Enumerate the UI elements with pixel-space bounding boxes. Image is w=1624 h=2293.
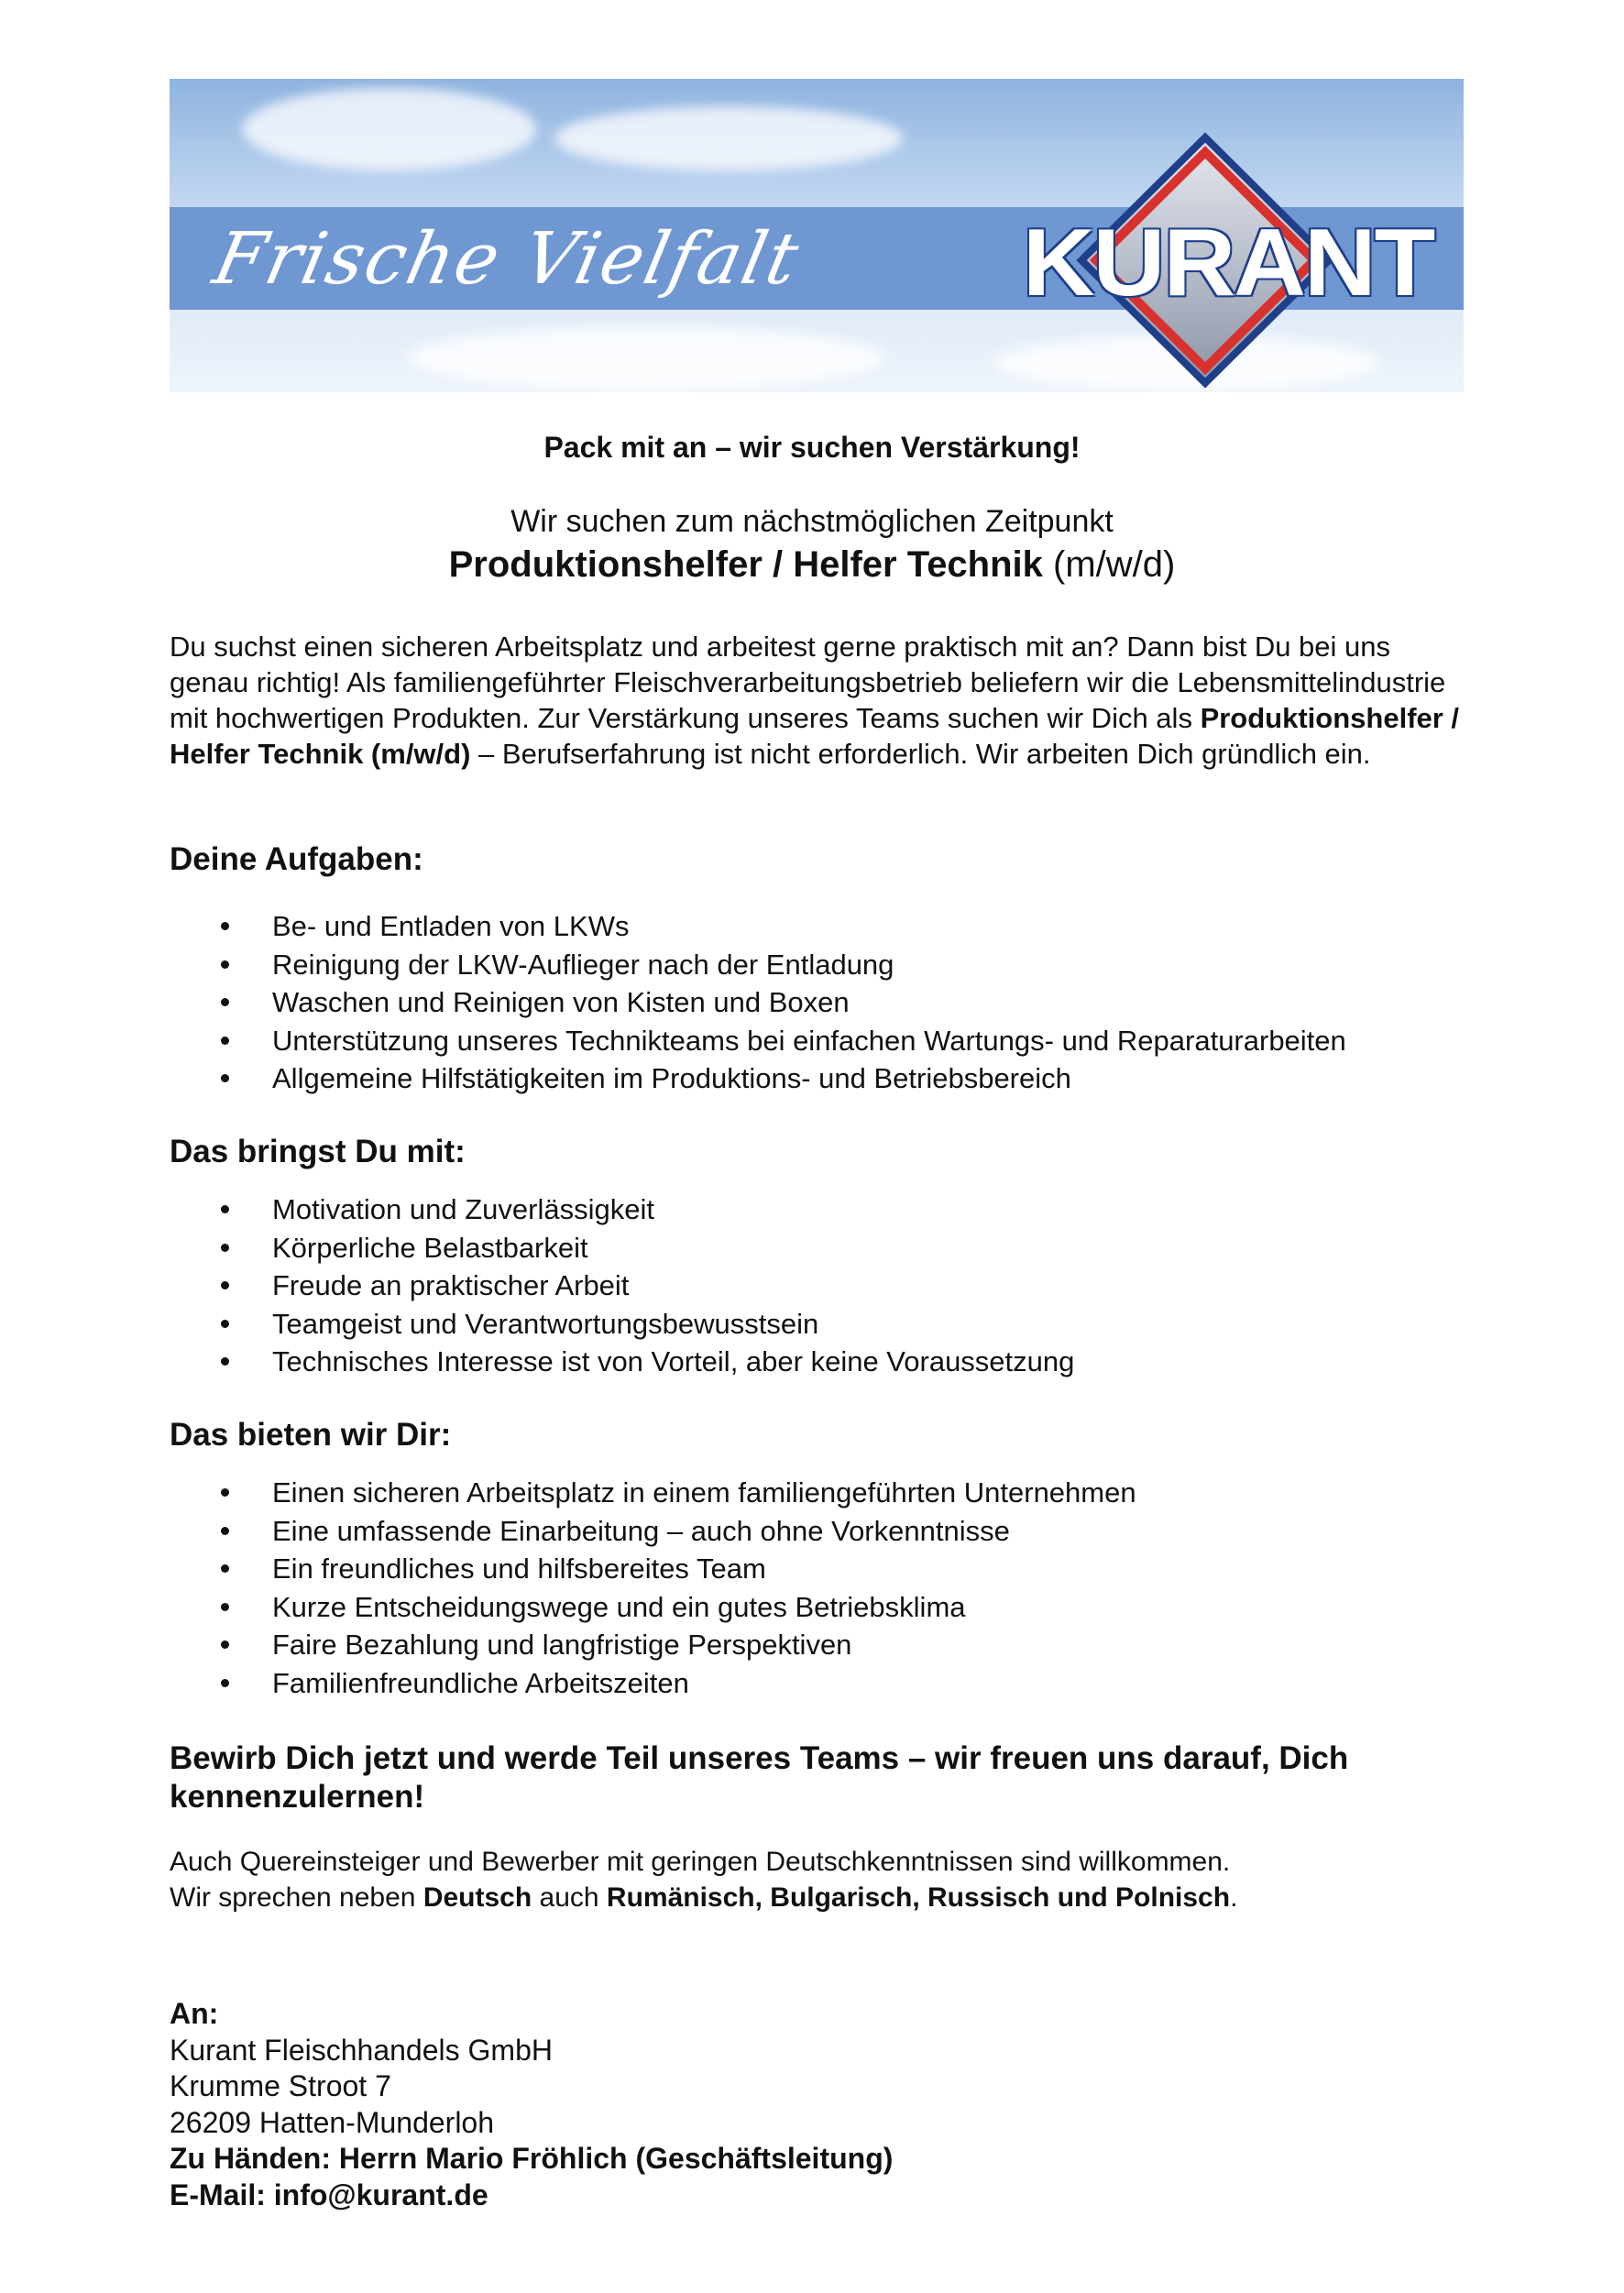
list-item-text: Freude an praktischer Arbeit: [272, 1269, 630, 1301]
closing-call-to-action: Bewirb Dich jetzt und werde Teil unseres Teams – wir freuen uns darauf, Dich kennenzulernen!: [170, 1740, 1349, 1815]
language-note: [170, 1844, 1464, 1915]
bullet-icon: [221, 1281, 229, 1289]
email-label: E-Mail:: [170, 2178, 274, 2211]
list-item-text: Motivation und Zuverlässigkeit: [272, 1193, 654, 1225]
list-item-text: Reinigung der LKW-Auflieger nach der Entladung: [272, 948, 894, 981]
company-name: Kurant Fleischhandels GmbH: [170, 2033, 553, 2067]
list-item-text: Faire Bezahlung und langfristige Perspektiven: [272, 1629, 852, 1661]
list-item: [170, 1229, 1074, 1267]
intro-text-end: – Berufserfahrung ist nicht erforderlich. Wir arbeiten Dich gründlich ein.: [470, 738, 1371, 770]
bullet-icon: [221, 1564, 229, 1573]
bullet-icon: [221, 1037, 229, 1045]
requirements-heading: Das bringst Du mit:: [170, 1134, 466, 1169]
list-item-text: Teamgeist und Verantwortungsbewusstsein: [272, 1307, 819, 1340]
list-item-text: Unterstützung unseres Technikteams bei einfachen Wartungs- und Reparaturarbeiten: [272, 1024, 1346, 1057]
list-item-text: Ein freundliches und hilfsbereites Team: [272, 1552, 766, 1585]
kurant-logo: [1017, 132, 1457, 389]
list-item-text: Eine umfassende Einarbeitung – auch ohne Vorkenntnisse: [272, 1514, 1010, 1547]
header-banner: [170, 79, 1464, 392]
bullet-icon: [221, 960, 229, 969]
bullet-icon: [221, 1679, 229, 1687]
list-item: [170, 1022, 1346, 1060]
list-item: [170, 946, 1346, 984]
job-title-suffix: (m/w/d): [1053, 544, 1176, 585]
list-item-text: Technisches Interesse ist von Vorteil, aber keine Voraussetzung: [272, 1345, 1075, 1377]
note-text: auch: [532, 1882, 607, 1913]
list-item: [170, 907, 1346, 946]
bullet-icon: [221, 1320, 229, 1328]
cloud-decoration: [408, 326, 884, 390]
bullet-icon: [221, 922, 229, 930]
bullet-icon: [221, 998, 229, 1006]
intro-bold: Produktionshelfer / Helfer Technik (m/w/d): [170, 702, 1460, 770]
list-item-text: Waschen und Reinigen von Kisten und Boxen: [272, 986, 850, 1018]
list-item: [170, 1190, 1074, 1229]
tagline: Pack mit an – wir suchen Verstärkung!: [543, 431, 1081, 464]
list-item-text: Einen sicheren Arbeitsplatz in einem familiengeführten Unternehmen: [272, 1476, 1136, 1509]
list-item: [170, 983, 1346, 1022]
cloud-decoration: [243, 88, 536, 170]
list-item: [170, 1550, 1136, 1588]
list-item: [170, 1626, 1136, 1664]
contact-address: [170, 1996, 893, 2213]
list-item: [170, 1474, 1136, 1512]
list-item: [170, 1512, 1136, 1551]
list-item-text: Körperliche Belastbarkeit: [272, 1231, 588, 1264]
bullet-icon: [221, 1357, 229, 1366]
bullet-icon: [221, 1205, 229, 1213]
intro-text: Du suchst einen sicheren Arbeitsplatz und arbeitest gerne praktisch mit an? Dann bist Du bei uns genau richtig! Als familiengeführter Fleischverarbeitungsbetrieb beliefern wir die Lebensmittelindustrie mit hochwertigen Produkten. Zur Verstärkung unseres Teams suchen wir Dich als: [170, 631, 1446, 734]
bullet-icon: [221, 1603, 229, 1611]
list-item: [170, 1059, 1346, 1098]
bullet-icon: [221, 1640, 229, 1649]
note-bold: Rumänisch, Bulgarisch, Russisch und Polnisch: [606, 1882, 1231, 1913]
bullet-icon: [221, 1244, 229, 1252]
note-bold: Deutsch: [422, 1882, 532, 1913]
note-text: .: [1230, 1882, 1238, 1913]
note-line-2: [170, 1880, 1464, 1915]
note-line-1: Auch Quereinsteiger und Bewerber mit geringen Deutschkenntnissen sind willkommen.: [170, 1847, 1231, 1877]
list-item: [170, 1305, 1074, 1344]
list-item-text: Be- und Entladen von LKWs: [272, 910, 630, 942]
list-item-text: Allgemeine Hilfstätigkeiten im Produktions- und Betriebsbereich: [272, 1062, 1071, 1094]
list-item: [170, 1343, 1074, 1381]
list-item: [170, 1664, 1136, 1703]
list-item-text: Familienfreundliche Arbeitszeiten: [272, 1666, 689, 1699]
job-title-main: Produktionshelfer / Helfer Technik: [448, 544, 1043, 585]
logo-text: KURANT: [1022, 210, 1434, 316]
cloud-decoration: [554, 106, 903, 170]
bullet-icon: [221, 1527, 229, 1535]
bullet-icon: [221, 1074, 229, 1082]
note-text: Wir sprechen neben: [170, 1882, 423, 1913]
attention-line: Zu Händen: Herrn Mario Fröhlich (Geschäftsleitung): [170, 2142, 894, 2175]
list-item-text: Kurze Entscheidungswege und ein gutes Betriebsklima: [272, 1590, 966, 1623]
banner-slogan: Frische Vielfalt: [206, 218, 807, 301]
tasks-heading: Deine Aufgaben:: [170, 841, 423, 877]
list-item: [170, 1267, 1074, 1305]
email-link[interactable]: info@kurant.de: [273, 2178, 488, 2211]
subtitle: Wir suchen zum nächstmöglichen Zeitpunkt: [510, 504, 1114, 539]
list-item: [170, 1588, 1136, 1627]
job-title: [0, 544, 1624, 586]
bullet-icon: [221, 1488, 229, 1497]
benefits-heading: Das bieten wir Dir:: [170, 1417, 452, 1453]
city: 26209 Hatten-Munderloh: [170, 2105, 495, 2139]
requirements-list: [170, 1190, 1074, 1381]
benefits-list: [170, 1474, 1136, 1702]
tasks-list: [170, 907, 1346, 1098]
address-label: An:: [170, 1997, 219, 2030]
street: Krumme Stroot 7: [170, 2069, 391, 2102]
intro-paragraph: [170, 629, 1464, 772]
